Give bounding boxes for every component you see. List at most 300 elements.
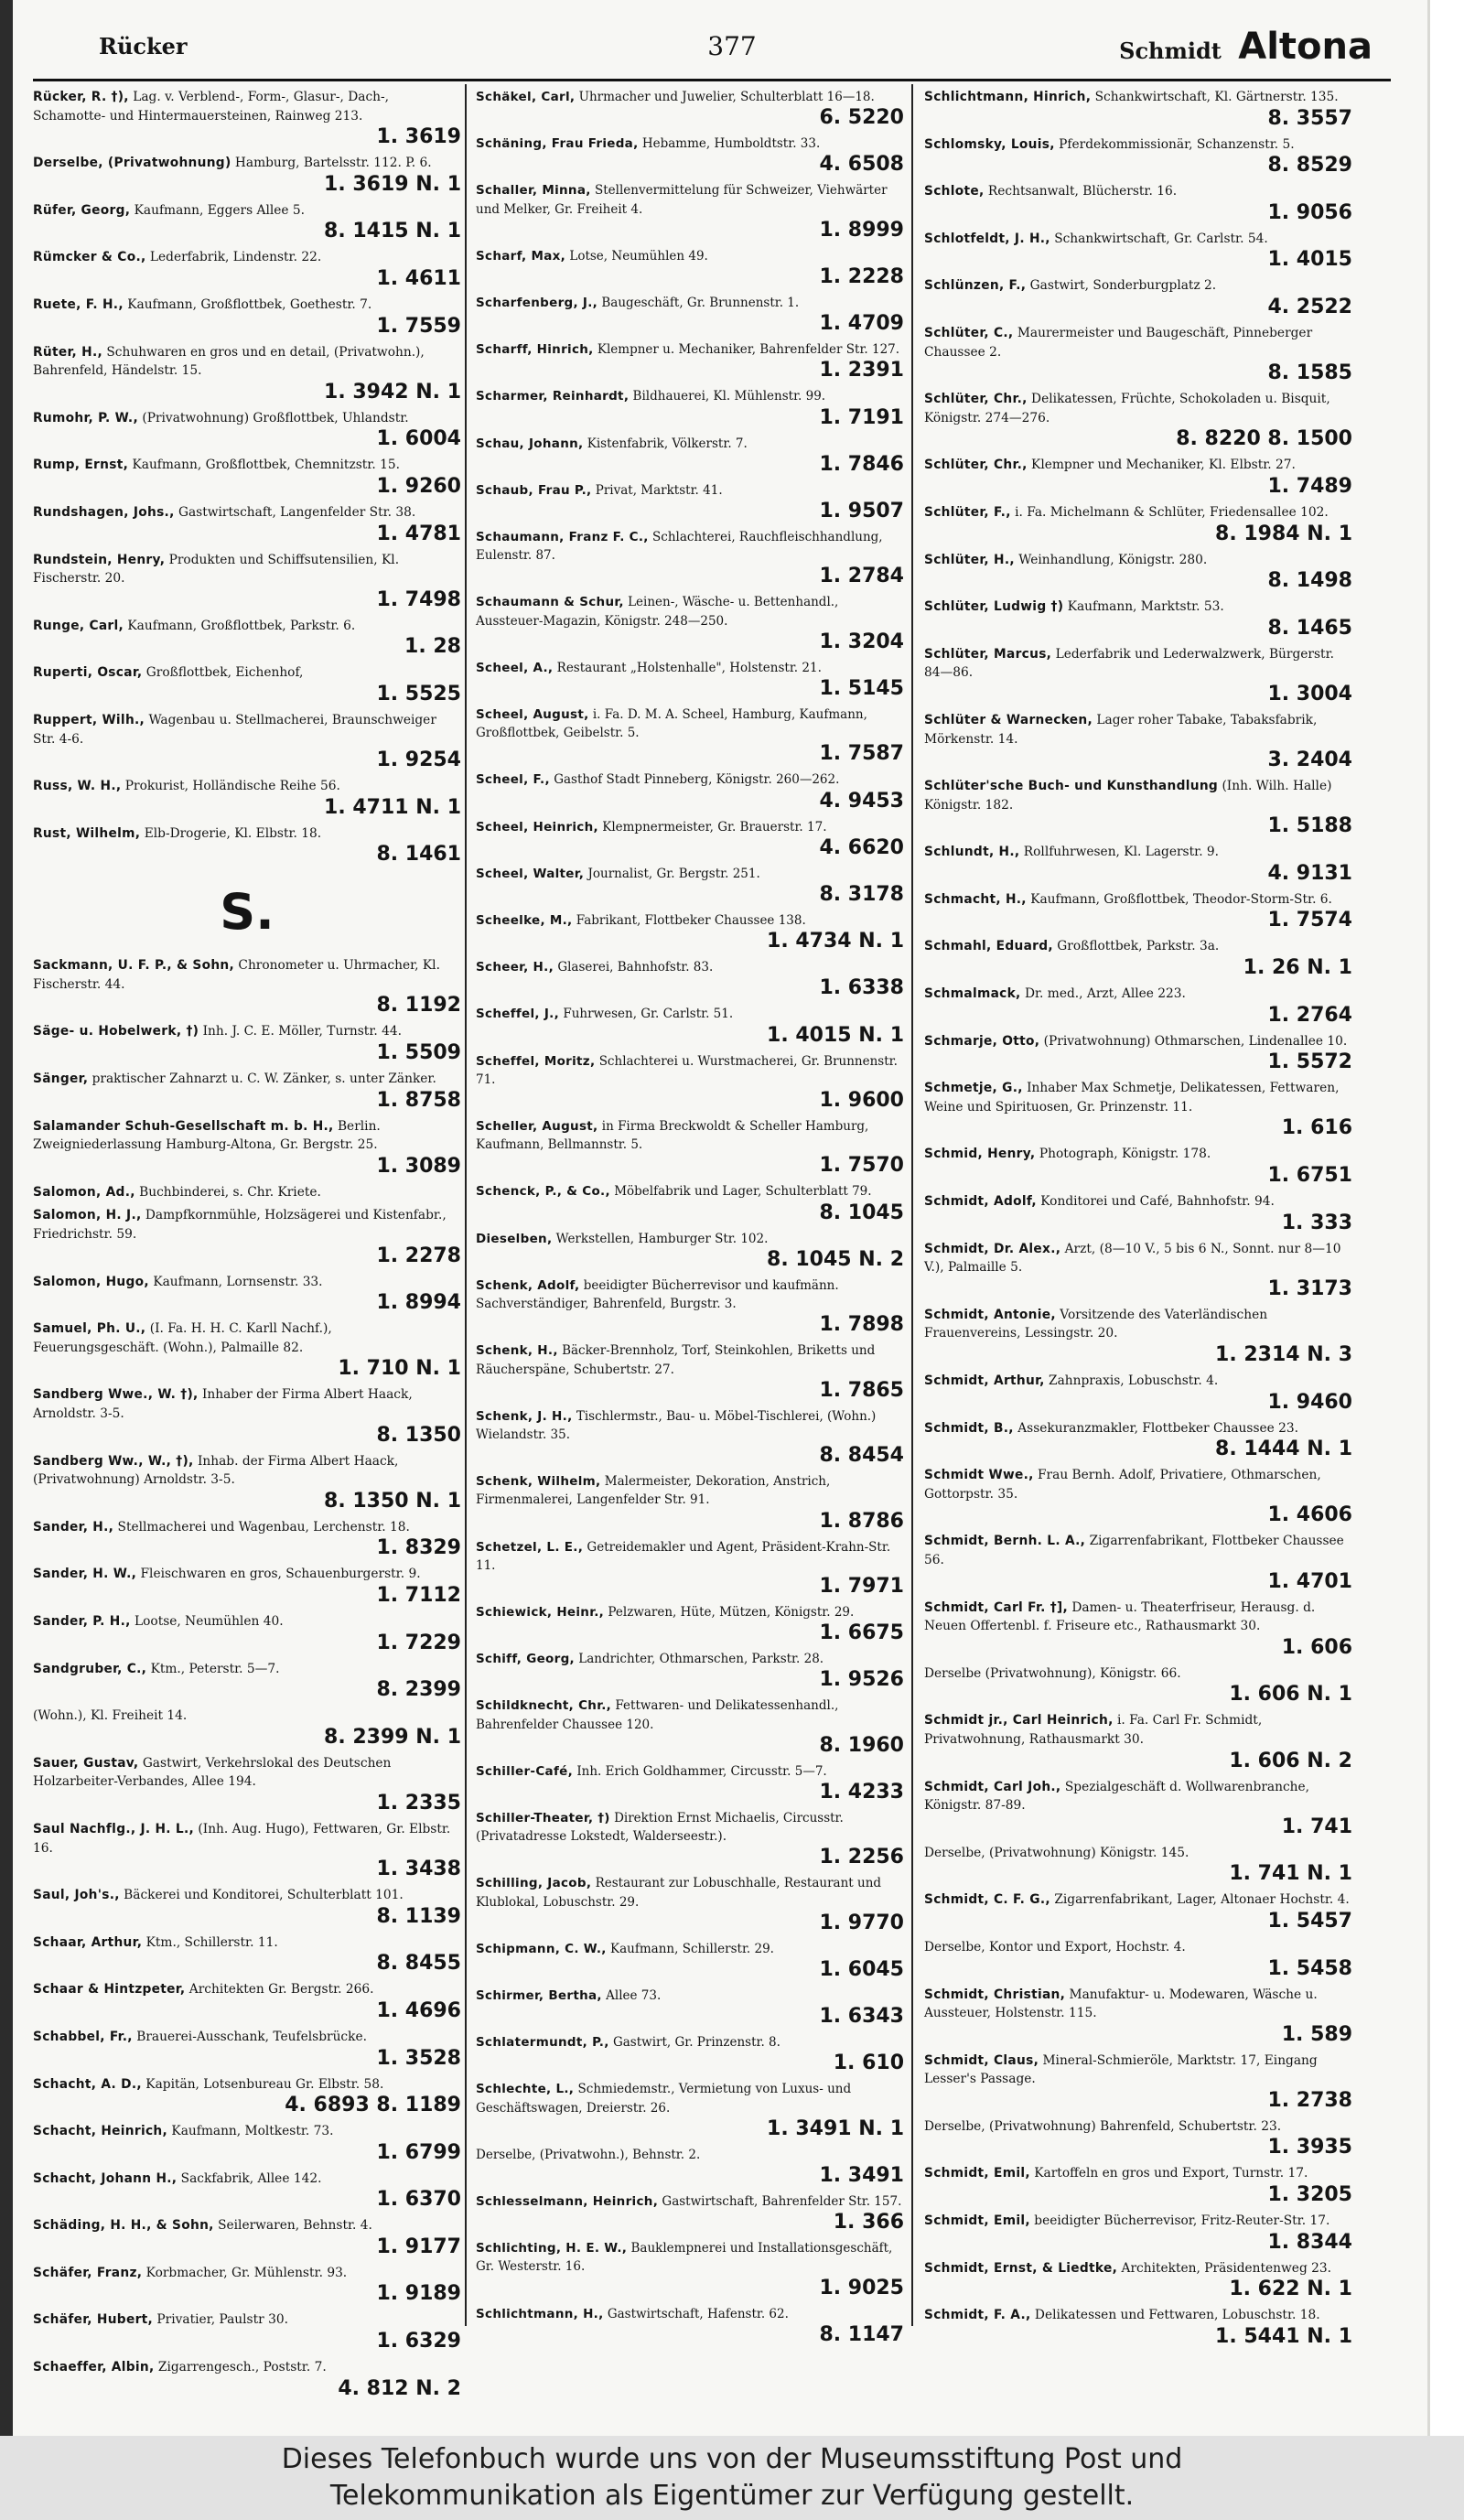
- directory-entry: [924, 645, 1352, 706]
- entry-details: Kaufmann, Eggers Allee 5.: [134, 202, 306, 218]
- directory-entry: [924, 1306, 1352, 1367]
- directory-entry: [33, 777, 461, 820]
- entry-details: Baugeschäft, Gr. Brunnenstr. 1.: [601, 296, 800, 311]
- entry-details: Zigarrenfabrikant, Flottbeker Chaussee 56.: [924, 1534, 1344, 1567]
- phone-number: 1. 3205: [1267, 2183, 1352, 2207]
- entry-details: Assekuranzmakler, Flottbeker Chaussee 23.: [1017, 1420, 1299, 1436]
- phone-number: 8. 1984 N. 1: [1215, 522, 1352, 545]
- entry-name: Schaub, Frau P.,: [476, 482, 592, 498]
- phone-number: 1. 6370: [376, 2188, 461, 2212]
- entry-details: Lotse, Neumühlen 49.: [569, 248, 708, 264]
- directory-entry: [33, 1022, 461, 1065]
- phone-number: 8. 8220 8. 1500: [1176, 427, 1352, 451]
- directory-entry: [924, 1711, 1352, 1772]
- phone-number: 1. 9770: [819, 1911, 904, 1934]
- phone-number: 1. 4606: [1267, 1503, 1352, 1527]
- entry-name: Schacht, Heinrich,: [33, 2124, 168, 2139]
- directory-entry: [33, 409, 461, 452]
- phone-number: 1. 8786: [819, 1509, 904, 1533]
- entry-name: Schmid, Henry,: [924, 1147, 1036, 1162]
- entry-name: Schmidt, Adolf,: [924, 1194, 1037, 1210]
- entry-name: Salomon, Hugo,: [33, 1274, 149, 1289]
- phone-number: 1. 3204: [819, 630, 904, 653]
- entry-details: Lag. v. Verblend-, Form-, Glasur-, Dach-, Schamotte- und Hintermauersteinen, Rainweg 213.: [33, 90, 390, 124]
- phone-number: 8. 2399 N. 1: [324, 1725, 461, 1749]
- phone-number: 1. 4701: [1267, 1569, 1352, 1593]
- entry-name: Schacht, Johann H.,: [33, 2170, 178, 2186]
- entry-details: in Firma Breckwoldt & Scheller Hamburg, Kaufmann, Bellmannstr. 5.: [476, 1119, 869, 1153]
- entry-name: Dieselben,: [476, 1231, 553, 1246]
- directory-entry: [33, 503, 461, 546]
- page-number: 377: [707, 31, 757, 61]
- entry-details: Fuhrwesen, Gr. Carlstr. 51.: [563, 1007, 734, 1022]
- entry-details: Schlachterei u. Wurstmacherei, Gr. Brunnenstr. 71.: [476, 1053, 898, 1087]
- phone-number: 8. 2399: [376, 1678, 461, 1702]
- entry-details: Großflottbek, Eichenhof,: [145, 665, 304, 681]
- phone-number: 1. 333: [1281, 1211, 1352, 1234]
- directory-entry: [476, 770, 904, 813]
- entry-details: (I. Fa. H. H. C. Karll Nachf.), Feuerungsgeschäft. (Wohn.), Palmaille 82.: [33, 1321, 332, 1355]
- entry-details: (Inh. Aug. Hugo), Fettwaren, Gr. Elbstr. 16.: [33, 1821, 451, 1856]
- entry-details: Inhaber der Firma Albert Haack, Arnoldstr. 3-5.: [33, 1387, 413, 1421]
- entry-details: Wagenbau u. Stellmacherei, Braunschweiger Str. 4-6.: [33, 712, 436, 747]
- phone-number: 1. 3491: [819, 2163, 904, 2187]
- directory-entry: [476, 2192, 904, 2235]
- phone-number: 1. 5145: [819, 677, 904, 701]
- phone-number: 1. 9254: [376, 748, 461, 772]
- directory-entry: [476, 1341, 904, 1402]
- directory-entry: [924, 551, 1352, 594]
- footer-notice: [0, 2436, 1464, 2520]
- entry-details: i. Fa. Carl Fr. Schmidt, Privatwohnung, Rathausmarkt 30.: [924, 1713, 1263, 1747]
- directory-entry: [924, 1192, 1352, 1235]
- directory-entry: [33, 1707, 461, 1750]
- entry-details: Kapitän, Lotsenbureau Gr. Elbstr. 58.: [145, 2076, 384, 2092]
- directory-entry: [33, 2310, 461, 2353]
- phone-number: 1. 8994: [376, 1291, 461, 1315]
- phone-number: 8. 1444 N. 1: [1215, 1438, 1352, 1461]
- entry-name: Schlomsky, Louis,: [924, 136, 1055, 152]
- directory-entry: [476, 1809, 904, 1869]
- directory-entry: [33, 2075, 461, 2118]
- entry-name: Rüfer, Georg,: [33, 202, 131, 218]
- entry-details: Getreidemakler und Agent, Präsident-Krahn-Str. 11.: [476, 1539, 891, 1573]
- directory-entry: [924, 1890, 1352, 1933]
- entry-details: Maurermeister und Baugeschäft, Pinneberger Chaussee 2.: [924, 325, 1313, 360]
- phone-number: 1. 4015: [1267, 248, 1352, 272]
- phone-number: 8. 8455: [376, 1952, 461, 1976]
- entry-name: Sandgruber, C.,: [33, 1661, 147, 1676]
- phone-number: 8. 8529: [1267, 154, 1352, 178]
- header-city: Altona: [1238, 26, 1372, 68]
- entry-name: Schlichtmann, Hinrich,: [924, 90, 1092, 104]
- header-rule: [33, 79, 1391, 81]
- directory-entry: [476, 1696, 904, 1757]
- entry-name: Saul Nachflg., J. H. L.,: [33, 1821, 195, 1836]
- entry-details: Schankwirtschaft, Kl. Gärtnerstr. 135.: [1094, 90, 1339, 104]
- directory-entry: [476, 865, 904, 907]
- directory-entry: [476, 705, 904, 766]
- entry-name: Salamander Schuh-Gesellschaft m. b. H.,: [33, 1118, 334, 1134]
- phone-number: 1. 3089: [376, 1154, 461, 1178]
- phone-number: 1. 9025: [819, 2276, 904, 2299]
- entry-details: Schlachterei, Rauchfleischhandlung, Eulenstr. 87.: [476, 530, 883, 564]
- entry-details: Hebamme, Humboldtstr. 33.: [641, 136, 821, 152]
- entry-name: Schaar & Hintzpeter,: [33, 1982, 186, 1998]
- entry-details: Privatier, Paulstr 30.: [156, 2312, 288, 2328]
- listing-column-2: [476, 88, 904, 2352]
- phone-number: 1. 3619 N. 1: [324, 172, 461, 196]
- phone-number: 1. 7191: [819, 405, 904, 429]
- entry-details: Manufaktur- u. Modewaren, Wäsche u. Aussteuer, Holstenstr. 115.: [924, 1987, 1318, 2021]
- entry-details: Glaserei, Bahnhofstr. 83.: [557, 960, 714, 975]
- entry-details: Derselbe, (Privatwohnung) Bahrenfeld, Schubertstr. 23.: [924, 2118, 1282, 2134]
- entry-name: Schäning, Frau Frieda,: [476, 136, 639, 152]
- listing-column-3: [924, 88, 1352, 2353]
- phone-number: 8. 1498: [1267, 569, 1352, 593]
- phone-number: 8. 1350: [376, 1423, 461, 1447]
- directory-entry: [924, 711, 1352, 772]
- entry-details: Stellmacherei und Wagenbau, Lerchenstr. 18.: [117, 1519, 410, 1535]
- entry-name: Schlatermundt, P.,: [476, 2035, 609, 2051]
- directory-entry: [476, 435, 904, 477]
- entry-name: Schenck, P., & Co.,: [476, 1184, 610, 1200]
- entry-name: Schmidt, Arthur,: [924, 1373, 1045, 1388]
- entry-name: Rump, Ernst,: [33, 458, 129, 473]
- entry-details: Fettwaren- und Delikatessenhandl., Bahrenfelder Chaussee 120.: [476, 1698, 839, 1732]
- phone-number: 1. 4711 N. 1: [324, 795, 461, 819]
- entry-details: Zahnpraxis, Lobuschstr. 4.: [1049, 1373, 1219, 1388]
- entry-name: Schlüter, Chr.,: [924, 458, 1028, 473]
- phone-number: 1. 7971: [819, 1574, 904, 1598]
- phone-number: 1. 741: [1281, 1815, 1352, 1838]
- phone-number: 1. 2228: [819, 265, 904, 289]
- entry-details: (Privatwohnung) Großflottbek, Uhlandstr.: [142, 410, 409, 425]
- directory-entry: [476, 1762, 904, 1804]
- entry-details: Derselbe, (Privatwohnung) Königstr. 145.: [924, 1845, 1190, 1860]
- entry-name: Scheel, Heinrich,: [476, 819, 598, 835]
- entry-name: Rundstein, Henry,: [33, 552, 166, 567]
- directory-entry: [476, 911, 904, 953]
- directory-entry: [476, 1005, 904, 1047]
- phone-number: 1. 2784: [819, 565, 904, 588]
- directory-entry: [33, 1933, 461, 1976]
- phone-number: 8. 1139: [376, 1904, 461, 1928]
- phone-number: 1. 366: [833, 2211, 904, 2235]
- directory-entry: [924, 182, 1352, 225]
- directory-entry: [33, 1820, 461, 1881]
- entry-details: Journalist, Gr. Bergstr. 251.: [587, 866, 760, 881]
- directory-entry: [33, 1183, 461, 1202]
- directory-entry: [476, 88, 904, 130]
- directory-entry: [33, 663, 461, 706]
- entry-name: Schlüter & Warnecken,: [924, 712, 1093, 727]
- entry-details: Großflottbek, Parkstr. 3a.: [1057, 939, 1220, 954]
- phone-number: 1. 7229: [376, 1631, 461, 1654]
- phone-number: 1. 3004: [1267, 682, 1352, 705]
- directory-entry: [33, 1273, 461, 1316]
- phone-number: 1. 9189: [376, 2282, 461, 2306]
- directory-entry: [924, 937, 1352, 980]
- footer-line-2: Telekommunikation als Eigentümer zur Verfügung gestellt.: [329, 2480, 1135, 2512]
- entry-details: Prokurist, Holländische Reihe 56.: [124, 779, 340, 794]
- entry-details: Schuhwaren en gros und en detail, (Privatwohn.), Bahrenfeld, Händelstr. 15.: [33, 344, 425, 379]
- phone-number: 1. 2335: [376, 1791, 461, 1815]
- entry-details: Berlin. Zweigniederlassung Hamburg-Altona, Gr. Bergstr. 25.: [33, 1118, 381, 1153]
- entry-details: Gasthof Stadt Pinneberg, Königstr. 260—262.: [554, 772, 840, 788]
- phone-number: 1. 9260: [376, 474, 461, 498]
- phone-number: 8. 1045: [819, 1201, 904, 1224]
- entry-name: Schlüter'sche Buch- und Kunsthandlung: [924, 779, 1219, 794]
- entry-name: Schlüter, Chr.,: [924, 392, 1028, 407]
- directory-entry: [924, 2259, 1352, 2302]
- directory-entry: [924, 1145, 1352, 1188]
- phone-number: 1. 2314 N. 3: [1215, 1343, 1352, 1366]
- entry-details: Privat, Marktstr. 41.: [595, 482, 723, 498]
- directory-entry: [924, 276, 1352, 319]
- directory-entry: [924, 88, 1352, 131]
- entry-details: Spezialgeschäft d. Wollwarenbranche, Königstr. 87-89.: [924, 1779, 1310, 1814]
- phone-number: 1. 3491 N. 1: [767, 2116, 904, 2140]
- column-divider: [911, 84, 913, 2326]
- entry-details: Inh. J. C. E. Möller, Turnstr. 44.: [202, 1024, 402, 1039]
- entry-name: Schiewick, Heinr.,: [476, 1604, 605, 1620]
- entry-details: Delikatessen, Früchte, Schokoladen u. Bisquit, Königstr. 274—276.: [924, 392, 1330, 425]
- entry-name: Rust, Wilhelm,: [33, 825, 141, 841]
- phone-number: 1. 616: [1281, 1116, 1352, 1140]
- entry-name: Scheller, August,: [476, 1119, 598, 1135]
- entry-details: Landrichter, Othmarschen, Parkstr. 28.: [578, 1652, 824, 1667]
- phone-number: 4. 9453: [819, 789, 904, 813]
- entry-details: Derselbe (Privatwohnung), Königstr. 66.: [924, 1665, 1181, 1681]
- phone-number: 1. 741 N. 1: [1229, 1862, 1352, 1886]
- entry-details: Restaurant „Holstenhalle", Holstenstr. 21.: [556, 660, 822, 675]
- entry-details: Zigarrengesch., Poststr. 7.: [157, 2360, 327, 2375]
- phone-number: 8. 3178: [819, 883, 904, 907]
- directory-entry: [476, 1940, 904, 1982]
- phone-number: 1. 7559: [376, 314, 461, 338]
- entry-name: Schmarje, Otto,: [924, 1033, 1040, 1049]
- directory-entry: [33, 617, 461, 660]
- phone-number: 1. 610: [833, 2052, 904, 2075]
- entry-name: Schmidt, Antonie,: [924, 1307, 1056, 1322]
- directory-entry: [924, 456, 1352, 499]
- entry-name: Scheffel, Moritz,: [476, 1053, 596, 1069]
- directory-entry: [924, 135, 1352, 178]
- phone-number: 1. 6751: [1267, 1164, 1352, 1188]
- phone-number: 1. 589: [1281, 2022, 1352, 2046]
- entry-details: Dampfkornmühle, Holzsägerei und Kistenfabr., Friedrichstr. 59.: [33, 1208, 447, 1243]
- entry-details: i. Fa. Michelmann & Schlüter, Friedensallee 102.: [1015, 504, 1329, 520]
- entry-details: Kaufmann, Großflottbek, Goethestr. 7.: [127, 296, 372, 312]
- phone-number: 1. 4015 N. 1: [767, 1023, 904, 1047]
- entry-name: Schmetje, G.,: [924, 1081, 1023, 1096]
- directory-entry: [33, 2028, 461, 2071]
- directory-entry: [33, 824, 461, 867]
- phone-number: 1. 4611: [376, 266, 461, 290]
- directory-entry: [33, 1518, 461, 1561]
- entry-details: Dr. med., Arzt, Allee 223.: [1024, 986, 1186, 1002]
- entry-name: Rümcker & Co.,: [33, 250, 146, 265]
- phone-number: 1. 9460: [1267, 1390, 1352, 1414]
- entry-details: Kaufmann, Marktstr. 53.: [1067, 599, 1224, 615]
- phone-number: 4. 6508: [819, 153, 904, 177]
- entry-details: Delikatessen und Fettwaren, Lobuschstr. 18.: [1034, 2308, 1320, 2323]
- directory-entry: [924, 1599, 1352, 1660]
- phone-number: 1. 606 N. 1: [1229, 1683, 1352, 1707]
- entry-name: Scheffel, J.,: [476, 1007, 560, 1022]
- directory-entry: [924, 2212, 1352, 2255]
- directory-entry: [33, 1452, 461, 1513]
- phone-number: 1. 7570: [819, 1154, 904, 1178]
- phone-number: 1. 6799: [376, 2140, 461, 2164]
- entry-name: Sandberg Wwe., W. †),: [33, 1387, 199, 1403]
- phone-number: 8. 1045 N. 2: [767, 1247, 904, 1271]
- entry-details: Gastwirt, Verkehrslokal des Deutschen Holzarbeiter-Verbandes, Allee 194.: [33, 1755, 392, 1790]
- entry-details: Rechtsanwalt, Blücherstr. 16.: [987, 184, 1178, 199]
- entry-name: Ruperti, Oscar,: [33, 665, 143, 681]
- entry-details: Direktion Ernst Michaelis, Circusstr. (Privatadresse Lokstedt, Walderseestr.).: [476, 1810, 844, 1845]
- directory-entry: [476, 1987, 904, 2029]
- phone-number: 1. 7574: [1267, 909, 1352, 932]
- directory-entry: [476, 1650, 904, 1692]
- entry-details: Derselbe, Kontor und Export, Hochstr. 4.: [924, 1939, 1186, 1955]
- phone-number: 1. 7846: [819, 452, 904, 476]
- directory-entry: [924, 1844, 1352, 1887]
- directory-entry: [476, 1182, 904, 1224]
- directory-entry: [476, 181, 904, 242]
- entry-name: Schlüter, C.,: [924, 325, 1014, 340]
- directory-entry: [476, 1874, 904, 1934]
- entry-details: Arzt, (8—10 V., 5 bis 6 N., Sonnt. nur 8—10 V.), Palmaille 5.: [924, 1241, 1341, 1276]
- entry-details: Klempner u. Mechaniker, Bahrenfelder Str. 127.: [597, 342, 900, 358]
- phone-number: 1. 2391: [819, 359, 904, 382]
- entry-details: Gastwirtschaft, Hafenstr. 62.: [607, 2306, 789, 2321]
- entry-name: Sauer, Gustav,: [33, 1755, 139, 1771]
- entry-name: Scheer, H.,: [476, 960, 554, 975]
- phone-number: 1. 4734 N. 1: [767, 930, 904, 953]
- phone-number: 1. 606: [1281, 1635, 1352, 1659]
- directory-entry: [476, 1052, 904, 1113]
- entry-name: Rundshagen, Johs.,: [33, 504, 175, 520]
- header-left-keyword: Rücker: [99, 33, 188, 59]
- entry-name: Schaeffer, Albin,: [33, 2360, 155, 2375]
- listing-column-1: [33, 88, 461, 2406]
- entry-name: Scheelke, M.,: [476, 913, 573, 929]
- entry-details: Gastwirtschaft, Bahrenfelder Str. 157.: [662, 2193, 902, 2209]
- phone-number: 1. 710 N. 1: [338, 1357, 461, 1381]
- entry-name: Schlüter, Marcus,: [924, 646, 1052, 662]
- phone-number: 8. 1960: [819, 1733, 904, 1757]
- directory-entry: [476, 340, 904, 382]
- entry-details: Lederfabrik, Lindenstr. 22.: [149, 250, 322, 265]
- entry-name: Scheel, August,: [476, 707, 589, 723]
- directory-entry: [924, 1466, 1352, 1527]
- entry-details: Lootse, Neumühlen 40.: [135, 1613, 284, 1629]
- entry-name: Schmidt, Emil,: [924, 2166, 1030, 2181]
- phone-number: 8. 1415 N. 1: [324, 220, 461, 243]
- directory-entry: [924, 843, 1352, 886]
- directory-entry: [476, 1472, 904, 1533]
- phone-number: 1. 3173: [1267, 1276, 1352, 1300]
- entry-name: Schmidt, Bernh. L. A.,: [924, 1534, 1086, 1549]
- directory-entry: [924, 2117, 1352, 2160]
- entry-details: Schmiedemstr., Vermietung von Luxus- und Geschäftswagen, Dreierstr. 26.: [476, 2082, 852, 2116]
- directory-entry: [33, 711, 461, 772]
- entry-name: Schaumann, Franz F. C.,: [476, 530, 649, 545]
- entry-name: Derselbe, (Privatwohnung): [33, 156, 231, 171]
- phone-number: 1. 4696: [376, 1998, 461, 2022]
- entry-name: Schmidt, F. A.,: [924, 2308, 1031, 2323]
- phone-number: 1. 2738: [1267, 2088, 1352, 2112]
- phone-number: 1. 5188: [1267, 814, 1352, 838]
- entry-details: (Wohn.), Kl. Freiheit 14.: [33, 1708, 188, 1724]
- phone-number: 1. 9600: [819, 1089, 904, 1113]
- entry-details: Fabrikant, Flottbeker Chaussee 138.: [576, 913, 806, 929]
- entry-name: Schäding, H. H., & Sohn,: [33, 2218, 214, 2234]
- entry-name: Schlüter, F.,: [924, 504, 1011, 520]
- entry-details: Frau Bernh. Adolf, Privatiere, Othmarschen, Gottorpstr. 35.: [924, 1468, 1321, 1502]
- entry-details: Allee 73.: [606, 1987, 662, 2003]
- entry-details: Leinen-, Wäsche- u. Bettenhandl., Aussteuer-Magazin, Königstr. 248—250.: [476, 595, 839, 629]
- entry-name: Schmidt, Claus,: [924, 2052, 1039, 2068]
- entry-name: Runge, Carl,: [33, 618, 124, 633]
- entry-name: Samuel, Ph. U.,: [33, 1321, 146, 1337]
- directory-entry: [924, 324, 1352, 385]
- entry-details: Mineral-Schmieröle, Marktstr. 17, Eingang Lesser's Passage.: [924, 2052, 1318, 2087]
- entry-details: Pferdekommissionär, Schanzenstr. 5.: [1059, 136, 1295, 152]
- entry-name: Schmidt, Carl Fr. †],: [924, 1599, 1068, 1615]
- phone-number: 8. 8454: [819, 1444, 904, 1468]
- phone-number: 1. 2256: [819, 1846, 904, 1869]
- entry-name: Schmidt, Carl Joh.,: [924, 1779, 1061, 1794]
- entry-details: Kaufmann, Lornsenstr. 33.: [153, 1274, 323, 1289]
- phone-number: 1. 28: [404, 635, 461, 659]
- phone-number: 1. 8344: [1267, 2230, 1352, 2254]
- entry-name: Schau, Johann,: [476, 436, 584, 451]
- phone-number: 1. 3528: [376, 2046, 461, 2070]
- entry-name: Schlünzen, F.,: [924, 278, 1027, 294]
- entry-name: Schenk, H.,: [476, 1343, 558, 1359]
- phone-number: 1. 9507: [819, 500, 904, 523]
- entry-name: Schaar, Arthur,: [33, 1934, 143, 1950]
- phone-number: 1. 5572: [1267, 1050, 1352, 1074]
- phone-number: 3. 2404: [1267, 748, 1352, 772]
- entry-details: Kistenfabrik, Völkerstr. 7.: [587, 436, 748, 451]
- entry-details: Weinhandlung, Königstr. 280.: [1018, 552, 1208, 567]
- entry-name: Scharff, Hinrich,: [476, 342, 594, 358]
- entry-details: Kaufmann, Großflottbek, Parkstr. 6.: [127, 618, 356, 633]
- entry-name: Schetzel, L. E.,: [476, 1539, 584, 1555]
- entry-name: Schlichtmann, H.,: [476, 2306, 604, 2321]
- entry-name: Schiller-Café,: [476, 1763, 574, 1779]
- phone-number: 1. 9177: [376, 2235, 461, 2258]
- directory-entry: [33, 2264, 461, 2307]
- directory-entry: [476, 593, 904, 653]
- entry-details: Bäcker-Brennholz, Torf, Steinkohlen, Briketts und Räucherspäne, Schubertstr. 27.: [476, 1343, 876, 1377]
- entry-details: Gastwirtschaft, Langenfelder Str. 38.: [178, 504, 416, 520]
- entry-details: Konditorei und Café, Bahnhofstr. 94.: [1040, 1194, 1275, 1210]
- entry-details: beeidigter Bücherrevisor und kaufmänn. Sachverständiger, Bahrenfeld, Burgstr. 3.: [476, 1277, 839, 1312]
- phone-number: 1. 8999: [819, 218, 904, 242]
- phone-number: 1. 8758: [376, 1088, 461, 1112]
- phone-number: 1. 6329: [376, 2330, 461, 2353]
- phone-number: 8. 1585: [1267, 361, 1352, 385]
- directory-entry: [33, 1565, 461, 1608]
- directory-entry: [476, 818, 904, 860]
- entry-details: Schankwirtschaft, Gr. Carlstr. 54.: [1054, 231, 1268, 246]
- directory-entry: [924, 1419, 1352, 1462]
